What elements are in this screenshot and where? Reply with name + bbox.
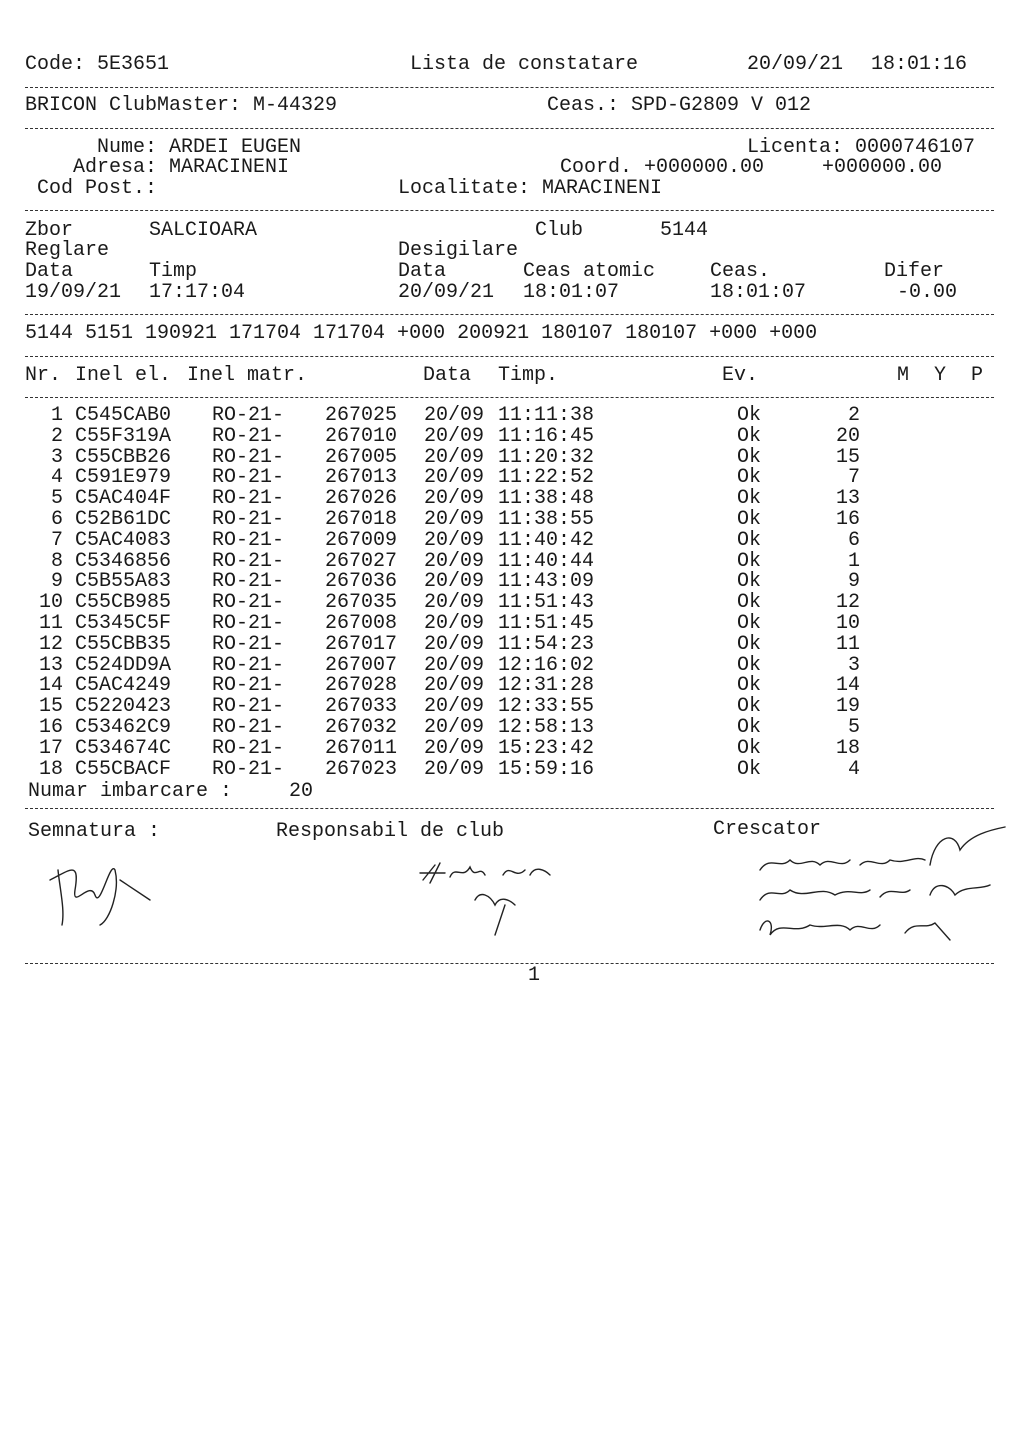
clock-time: 18:01:07	[710, 281, 807, 304]
event-status: Ok	[737, 404, 762, 427]
arrival-date: 20/09	[424, 653, 485, 677]
ring-electronic: C52B61DC	[75, 508, 172, 531]
arrival-time: 11:22:52	[498, 466, 595, 490]
arrival-time: 11:54:23	[498, 632, 595, 656]
owner-license: Licenta: 0000746107	[747, 136, 976, 159]
ring-prefix: RO-21-	[212, 632, 285, 656]
ring-number: 267023	[325, 757, 398, 781]
row-number: 5	[50, 487, 63, 511]
ring-number: 267017	[325, 632, 398, 656]
clubmaster-id: BRICON ClubMaster: M-44329	[25, 94, 338, 117]
ring-number: 267033	[325, 695, 398, 719]
atomic-time: 18:01:07	[523, 281, 620, 304]
ring-number: 267036	[325, 570, 398, 594]
ring-electronic: C55F319A	[75, 424, 172, 448]
event-status: Ok	[737, 612, 762, 635]
arrival-time: 11:40:44	[498, 549, 595, 573]
divider	[25, 128, 994, 129]
position: 3	[847, 653, 860, 677]
owner-locality: Localitate: MARACINENI	[398, 177, 663, 200]
print-date: 20/09/21	[747, 53, 844, 76]
ring-prefix: RO-21-	[212, 424, 285, 448]
arrival-time: 11:11:38	[498, 404, 595, 427]
row-number: 16	[38, 716, 63, 739]
arrival-time: 11:38:55	[498, 508, 595, 531]
atomic-label: Ceas atomic	[523, 260, 656, 283]
arrival-time: 11:16:45	[498, 424, 595, 448]
ceas-label: Ceas.	[710, 260, 771, 283]
ring-number: 267010	[325, 424, 398, 448]
divider	[25, 356, 994, 357]
ring-prefix: RO-21-	[212, 591, 285, 615]
reglare-time: 17:17:04	[149, 281, 246, 304]
ring-prefix: RO-21-	[212, 549, 285, 573]
zbor-label: Zbor	[25, 219, 74, 242]
ring-prefix: RO-21-	[212, 653, 285, 677]
divider	[25, 210, 994, 211]
divider	[25, 397, 994, 398]
arrival-date: 20/09	[424, 757, 485, 781]
ring-electronic: C5AC4249	[75, 674, 172, 698]
position: 20	[835, 424, 860, 448]
position: 13	[835, 487, 860, 511]
event-status: Ok	[737, 674, 762, 698]
arrival-date: 20/09	[424, 570, 485, 594]
arrival-date: 20/09	[424, 674, 485, 698]
event-status: Ok	[737, 591, 762, 615]
col-data: Data	[423, 364, 472, 387]
position: 10	[835, 612, 860, 635]
row-number: 9	[50, 570, 63, 594]
imbarcare-value: 20	[289, 780, 314, 803]
col-p: P	[971, 364, 984, 387]
ring-prefix: RO-21-	[212, 757, 285, 781]
divider	[25, 808, 994, 809]
ring-electronic: C5346856	[75, 549, 172, 573]
ring-prefix: RO-21-	[212, 487, 285, 511]
ring-electronic: C5B55A83	[75, 570, 172, 594]
signature-image	[40, 840, 160, 930]
ring-electronic: C5220423	[75, 695, 172, 719]
ring-prefix: RO-21-	[212, 674, 285, 698]
arrival-time: 15:23:42	[498, 736, 595, 760]
event-status: Ok	[737, 736, 762, 760]
arrival-time: 11:38:48	[498, 487, 595, 511]
ring-prefix: RO-21-	[212, 736, 285, 760]
ring-number: 267005	[325, 445, 398, 469]
ring-number: 267032	[325, 716, 398, 739]
ring-number: 267018	[325, 508, 398, 531]
ring-electronic: C524DD9A	[75, 653, 172, 677]
divider	[25, 314, 994, 315]
row-number: 15	[38, 695, 63, 719]
event-status: Ok	[737, 695, 762, 719]
ring-number: 267009	[325, 528, 398, 552]
ring-electronic: C534674C	[75, 736, 172, 760]
position: 12	[835, 591, 860, 615]
owner-postal: Cod Post.:	[37, 177, 158, 200]
arrival-date: 20/09	[424, 736, 485, 760]
row-number: 8	[50, 549, 63, 573]
arrival-date: 20/09	[424, 591, 485, 615]
page-number: 1	[528, 964, 541, 987]
ring-number: 267027	[325, 549, 398, 573]
row-number: 2	[50, 424, 63, 448]
ring-prefix: RO-21-	[212, 404, 285, 427]
ring-number: 267008	[325, 612, 398, 635]
event-status: Ok	[737, 757, 762, 781]
ring-number: 267011	[325, 736, 398, 760]
ring-number: 267013	[325, 466, 398, 490]
col-y: Y	[934, 364, 947, 387]
row-number: 7	[50, 528, 63, 552]
arrival-date: 20/09	[424, 466, 485, 490]
row-number: 11	[38, 612, 63, 635]
row-number: 18	[38, 757, 63, 781]
event-status: Ok	[737, 549, 762, 573]
arrival-time: 12:31:28	[498, 674, 595, 698]
difference: -0.00	[897, 281, 958, 304]
arrival-date: 20/09	[424, 695, 485, 719]
desigilare-label: Desigilare	[398, 239, 519, 262]
ring-number: 267007	[325, 653, 398, 677]
position: 6	[847, 528, 860, 552]
arrival-date: 20/09	[424, 424, 485, 448]
ring-prefix: RO-21-	[212, 528, 285, 552]
owner-coord2: +000000.00	[822, 156, 943, 179]
col-m: M	[897, 364, 910, 387]
divider	[25, 963, 994, 964]
owner-address: Adresa: MARACINENI	[73, 156, 290, 179]
row-number: 17	[38, 736, 63, 760]
event-status: Ok	[737, 653, 762, 677]
row-number: 1	[50, 404, 63, 427]
event-status: Ok	[737, 424, 762, 448]
ring-number: 267028	[325, 674, 398, 698]
semnatura-label: Semnatura :	[28, 820, 161, 843]
print-time: 18:01:16	[871, 53, 968, 76]
position: 9	[847, 570, 860, 594]
ring-number: 267035	[325, 591, 398, 615]
event-status: Ok	[737, 487, 762, 511]
ring-electronic: C5AC4083	[75, 528, 172, 552]
position: 11	[835, 632, 860, 656]
event-status: Ok	[737, 632, 762, 656]
reglare-label: Reglare	[25, 239, 110, 262]
imbarcare-label: Numar imbarcare :	[28, 780, 233, 803]
row-number: 13	[38, 653, 63, 677]
document-code: Code: 5E3651	[25, 53, 170, 76]
col-nr: Nr.	[25, 364, 62, 387]
position: 7	[847, 466, 860, 490]
arrival-date: 20/09	[424, 528, 485, 552]
event-status: Ok	[737, 445, 762, 469]
reglare-date: 19/09/21	[25, 281, 122, 304]
arrival-date: 20/09	[424, 549, 485, 573]
arrival-time: 11:40:42	[498, 528, 595, 552]
ring-number: 267026	[325, 487, 398, 511]
divider	[25, 87, 994, 88]
col-inel-el: Inel el.	[75, 364, 172, 387]
zbor-value: SALCIOARA	[149, 219, 258, 242]
desigilare-date: 20/09/21	[398, 281, 495, 304]
row-number: 4	[50, 466, 63, 490]
position: 2	[847, 404, 860, 427]
event-status: Ok	[737, 466, 762, 490]
event-status: Ok	[737, 528, 762, 552]
arrival-time: 12:33:55	[498, 695, 595, 719]
responsabil-label: Responsabil de club	[276, 820, 505, 843]
code-line: 5144 5151 190921 171704 171704 +000 200921 180107 180107 +000 +000	[25, 322, 818, 345]
ring-prefix: RO-21-	[212, 695, 285, 719]
position: 15	[835, 445, 860, 469]
col-timp: Timp.	[498, 364, 559, 387]
event-status: Ok	[737, 570, 762, 594]
ring-prefix: RO-21-	[212, 612, 285, 635]
col-ev: Ev.	[722, 364, 759, 387]
row-number: 10	[38, 591, 63, 615]
row-number: 14	[38, 674, 63, 698]
event-status: Ok	[737, 508, 762, 531]
ring-electronic: C5345C5F	[75, 612, 172, 635]
arrival-time: 11:20:32	[498, 445, 595, 469]
arrival-date: 20/09	[424, 508, 485, 531]
arrival-date: 20/09	[424, 632, 485, 656]
difer-label: Difer	[884, 260, 945, 283]
position: 14	[835, 674, 860, 698]
event-status: Ok	[737, 716, 762, 739]
ring-electronic: C591E979	[75, 466, 172, 490]
arrival-date: 20/09	[424, 716, 485, 739]
position: 4	[847, 757, 860, 781]
document-title: Lista de constatare	[410, 53, 639, 76]
owner-coord: Coord. +000000.00	[560, 156, 765, 179]
club-label: Club	[535, 219, 584, 242]
arrival-time: 15:59:16	[498, 757, 595, 781]
responsabil-signature-image	[415, 855, 555, 940]
ring-electronic: C55CBB35	[75, 632, 172, 656]
arrival-time: 12:16:02	[498, 653, 595, 677]
data-label: Data	[398, 260, 447, 283]
position: 1	[847, 549, 860, 573]
ring-prefix: RO-21-	[212, 466, 285, 490]
position: 19	[835, 695, 860, 719]
col-inel-matr: Inel matr.	[187, 364, 308, 387]
arrival-time: 11:51:43	[498, 591, 595, 615]
row-number: 3	[50, 445, 63, 469]
data-label: Data	[25, 260, 74, 283]
arrival-time: 11:51:45	[498, 612, 595, 635]
timp-label: Timp	[149, 260, 198, 283]
arrival-date: 20/09	[424, 404, 485, 427]
ring-electronic: C55CBB26	[75, 445, 172, 469]
ring-prefix: RO-21-	[212, 445, 285, 469]
arrival-date: 20/09	[424, 445, 485, 469]
ring-number: 267025	[325, 404, 398, 427]
ring-electronic: C53462C9	[75, 716, 172, 739]
position: 18	[835, 736, 860, 760]
row-number: 12	[38, 632, 63, 656]
position: 16	[835, 508, 860, 531]
row-number: 6	[50, 508, 63, 531]
ring-prefix: RO-21-	[212, 570, 285, 594]
ring-electronic: C55CBACF	[75, 757, 172, 781]
arrival-date: 20/09	[424, 612, 485, 635]
club-value: 5144	[660, 219, 709, 242]
owner-name: Nume: ARDEI EUGEN	[97, 136, 302, 159]
arrival-time: 12:58:13	[498, 716, 595, 739]
ring-prefix: RO-21-	[212, 508, 285, 531]
ring-electronic: C545CAB0	[75, 404, 172, 427]
ring-prefix: RO-21-	[212, 716, 285, 739]
arrival-date: 20/09	[424, 487, 485, 511]
arrival-time: 11:43:09	[498, 570, 595, 594]
clock-id: Ceas.: SPD-G2809 V 012	[547, 94, 812, 117]
ring-electronic: C5AC404F	[75, 487, 172, 511]
ring-electronic: C55CB985	[75, 591, 172, 615]
crescator-label: Crescator	[713, 818, 822, 841]
position: 5	[847, 716, 860, 739]
crescator-signatures-image	[755, 825, 1015, 950]
